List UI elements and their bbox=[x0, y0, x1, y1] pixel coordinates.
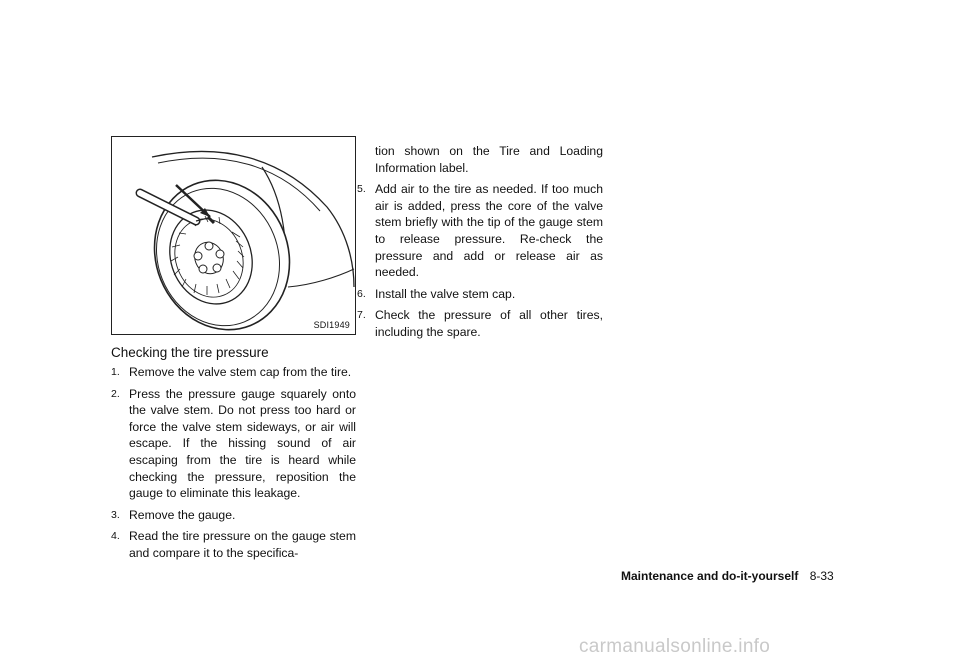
step-number: 7. bbox=[357, 309, 366, 322]
step-item-4 bbox=[111, 528, 356, 561]
steps-column-right bbox=[357, 143, 603, 346]
step-number: 1. bbox=[111, 366, 120, 378]
step-text: Remove the valve stem cap from the tire. bbox=[129, 365, 352, 379]
tire-pressure-illustration bbox=[111, 136, 356, 335]
step-number: 2. bbox=[111, 387, 120, 400]
footer-section-title: Maintenance and do-it-yourself bbox=[621, 569, 799, 583]
step-text: Remove the gauge. bbox=[129, 507, 236, 522]
step-item-1 bbox=[111, 364, 356, 381]
step-text: Install the valve stem cap. bbox=[375, 286, 516, 301]
site-watermark: carmanualsonline.info bbox=[579, 636, 771, 657]
section-heading: Checking the tire pressure bbox=[111, 345, 269, 360]
step-4-continuation bbox=[357, 143, 603, 176]
steps-column-left bbox=[111, 364, 356, 567]
step-item-5 bbox=[357, 181, 603, 281]
step-number: 4. bbox=[111, 530, 120, 543]
step-item-7 bbox=[357, 307, 603, 340]
step-text: tion shown on the Tire and Loading Information label. bbox=[375, 144, 603, 175]
tire-gauge-drawing bbox=[112, 137, 357, 336]
step-item-3 bbox=[111, 507, 356, 524]
step-text: Press the pressure gauge squarely onto the valve stem. Do not press too hard or force the valve stem sideways, or air will escape. If the hissing sound of air escaping from the tire is heard while checking the pressure, reposition the gauge to eliminate this leakage. bbox=[129, 386, 356, 501]
step-number: 5. bbox=[357, 183, 366, 196]
step-text: Check the pressure of all other tires, including the spare. bbox=[375, 308, 603, 339]
step-text: Read the tire pressure on the gauge stem and compare it to the specifica- bbox=[129, 529, 356, 560]
step-item-2 bbox=[111, 386, 356, 502]
step-number: 6. bbox=[357, 287, 366, 300]
step-item-6 bbox=[357, 286, 603, 303]
step-number: 3. bbox=[111, 508, 120, 521]
step-text: Add air to the tire as needed. If too much air is added, press the core of the valve stem briefly with the tip of the gauge stem to release pressure. Re-check the pressure and add or release air as needed. bbox=[375, 182, 603, 280]
page-footer bbox=[621, 569, 834, 583]
figure-code: SDI1949 bbox=[313, 320, 350, 330]
page-number: 8-33 bbox=[809, 569, 834, 583]
